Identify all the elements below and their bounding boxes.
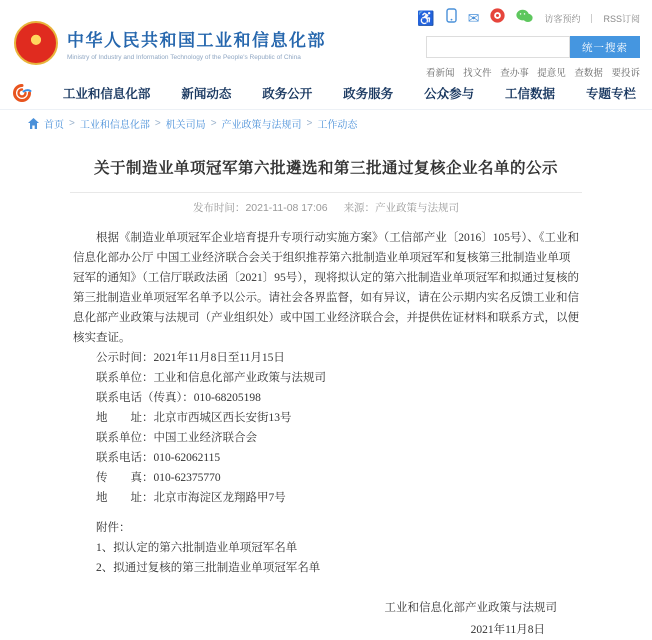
quick-link-news[interactable]: 看新闻 bbox=[426, 68, 455, 79]
quick-link-data[interactable]: 查数据 bbox=[574, 68, 603, 79]
title-divider bbox=[70, 192, 582, 193]
article-title: 关于制造业单项冠军第六批遴选和第三批通过复核企业名单的公示 bbox=[93, 160, 558, 177]
utility-icon-row bbox=[417, 8, 640, 28]
breadcrumb-separator: > bbox=[210, 118, 217, 129]
breadcrumb-ministry[interactable]: 工业和信息化部 bbox=[79, 120, 150, 131]
mail-icon[interactable]: ✉ bbox=[467, 10, 480, 26]
breadcrumb-departments[interactable]: 机关司局 bbox=[165, 120, 206, 131]
publish-time-label: 发布时间： bbox=[192, 202, 246, 214]
header-divider bbox=[591, 14, 592, 23]
national-emblem-logo bbox=[14, 21, 58, 65]
signature-date: 2021年11月8日 bbox=[470, 624, 545, 636]
nav-item-ministry[interactable]: 工业和信息化部 bbox=[62, 86, 151, 101]
rss-link[interactable]: RSS订阅 bbox=[603, 13, 640, 24]
breadcrumb-policy-dept[interactable]: 产业政策与法规司 bbox=[221, 120, 302, 131]
attachments-label: 附件： bbox=[96, 522, 131, 534]
site-brand bbox=[14, 21, 326, 65]
site-subtitle: Ministry of Industry and Information Technology of the People's Republic of China bbox=[67, 53, 301, 61]
signature-department: 工业和信息化部产业政策与法规司 bbox=[384, 602, 557, 614]
publish-time-value: 2021-11-08 17:06 bbox=[245, 202, 328, 214]
article-meta bbox=[35, 200, 617, 215]
brand-text bbox=[67, 26, 326, 61]
quick-link-documents[interactable]: 找文件 bbox=[463, 68, 492, 79]
breadcrumb-work-updates[interactable]: 工作动态 bbox=[317, 120, 358, 131]
signature-block bbox=[73, 598, 579, 640]
attachments-section bbox=[73, 518, 579, 578]
header-utilities bbox=[417, 8, 640, 79]
info-address-miit: 地 址：北京市西城区西长安街13号 bbox=[96, 412, 292, 424]
visitor-reservation-link[interactable]: 访客预约 bbox=[544, 13, 581, 24]
nav-item-gov-services[interactable]: 政务服务 bbox=[343, 86, 394, 101]
search-button[interactable]: 统一搜索 bbox=[570, 36, 640, 58]
info-contact-unit-miit: 联系单位：工业和信息化部产业政策与法规司 bbox=[96, 372, 326, 384]
info-fax-cfie: 传 真：010-62375770 bbox=[96, 472, 221, 484]
breadcrumb-separator: > bbox=[69, 118, 75, 129]
site-title: 中华人民共和国工业和信息化部 bbox=[67, 30, 326, 50]
nav-item-special-topics[interactable]: 专题专栏 bbox=[585, 86, 636, 101]
nav-item-industry-data[interactable]: 工信数据 bbox=[505, 86, 556, 101]
weibo-icon[interactable] bbox=[490, 8, 505, 28]
quick-link-suggestions[interactable]: 提意见 bbox=[537, 68, 566, 79]
main-nav bbox=[0, 76, 652, 110]
info-publicity-period: 公示时间：2021年11月8日至11月15日 bbox=[96, 352, 285, 364]
info-phone-fax-miit: 联系电话（传真）：010-68205198 bbox=[96, 392, 261, 404]
breadcrumb-home[interactable]: 首页 bbox=[44, 120, 64, 131]
article bbox=[0, 156, 652, 640]
breadcrumb-separator: > bbox=[154, 118, 161, 129]
info-contact-unit-cfie: 联系单位：中国工业经济联合会 bbox=[96, 432, 257, 444]
attachment-link-2[interactable]: 2、拟通过复核的第三批制造业单项冠军名单 bbox=[96, 562, 321, 574]
miit-swirl-icon bbox=[12, 83, 32, 103]
nav-item-news[interactable]: 新闻动态 bbox=[181, 86, 232, 101]
search-bar bbox=[426, 36, 640, 58]
nav-item-public-participation[interactable]: 公众参与 bbox=[424, 86, 475, 101]
attachment-link-1[interactable]: 1、拟认定的第六批制造业单项冠军名单 bbox=[96, 542, 298, 554]
source-value: 产业政策与法规司 bbox=[375, 202, 460, 214]
accessibility-icon[interactable]: ♿ bbox=[417, 10, 435, 26]
quick-link-services[interactable]: 查办事 bbox=[500, 68, 529, 79]
mobile-icon[interactable] bbox=[446, 8, 457, 28]
info-phone-cfie: 联系电话：010-62062115 bbox=[96, 452, 221, 464]
source-label: 来源： bbox=[343, 202, 376, 214]
search-input[interactable] bbox=[426, 36, 570, 58]
info-address-cfie: 地 址：北京市海淀区龙翔路甲7号 bbox=[96, 492, 286, 504]
site-header bbox=[0, 0, 652, 79]
wechat-icon[interactable] bbox=[516, 9, 533, 28]
nav-item-gov-disclosure[interactable]: 政务公开 bbox=[262, 86, 313, 101]
home-icon[interactable] bbox=[28, 118, 39, 129]
breadcrumb-separator: > bbox=[306, 118, 313, 129]
quick-link-complaints[interactable]: 要投诉 bbox=[611, 68, 640, 79]
breadcrumb bbox=[0, 110, 652, 136]
article-body bbox=[35, 228, 617, 640]
article-paragraph: 根据《制造业单项冠军企业培育提升专项行动实施方案》（工信部产业〔2016〕105号）、《工业和信息化部办公厅 中国工业经济联合会关于组织推荐第六批制造业单项冠军和复核第三批制造业单项冠军的通知》（工信厅联政法函〔2021〕95号），现将拟认定的第六批制造业单项冠军和拟通过复核的第三批制造业单项冠军名单予以公示。请社会各界监督，如有异议，请在公示期内实名反馈工业和信息化部产业政策与法规司（产业组织处）或中国工业经济联合会，并提供佐证材料和联系方式，以便核实查证。 bbox=[73, 232, 579, 344]
quick-links-row bbox=[426, 65, 640, 79]
